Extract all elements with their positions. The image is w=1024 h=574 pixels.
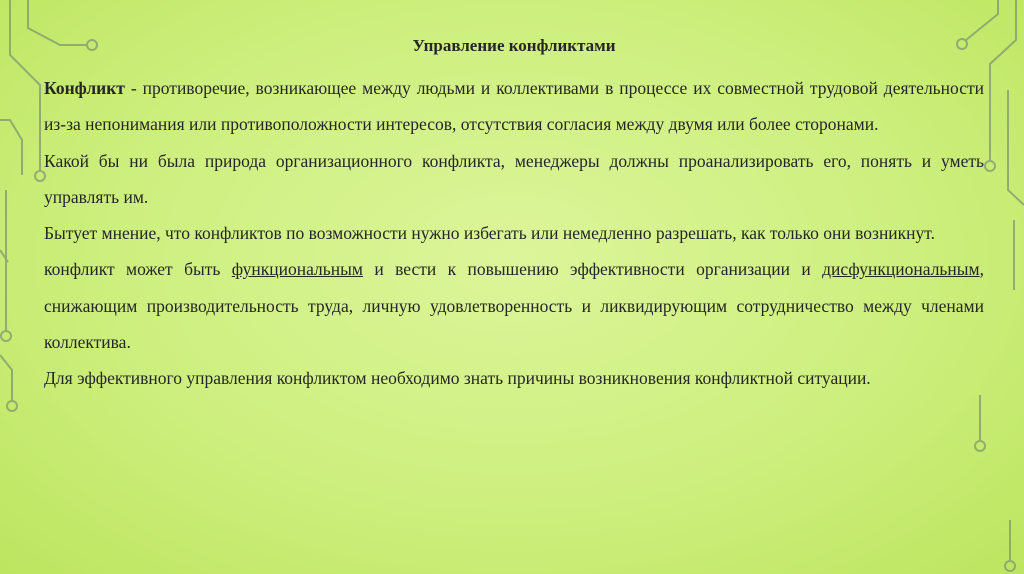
term-conflict: Конфликт — [44, 78, 125, 98]
definition-text: - противоречие, возникающее между людьми и коллективами в процессе их совместной трудовой деятельности из-за непонимания или противоположности интересов, отсутствия согласия между двумя или более сторонами. — [44, 78, 984, 135]
slide-body — [44, 70, 984, 397]
types-text-3: , снижающим производительность труда, личную удовлетворенность и ликвидирующим сотрудничество между членами коллектива. — [44, 259, 984, 353]
term-dysfunctional: дисфункциональным — [822, 259, 980, 280]
types-text-1: конфликт может быть — [44, 259, 232, 280]
paragraph-types — [44, 251, 984, 360]
paragraph-nature: Какой бы ни была природа организационного конфликта, менеджеры должны проанализировать его, понять и уметь управлять им. — [44, 150, 984, 207]
paragraph-management: Для эффективного управления конфликтом необходимо знать причины возникновения конфликтной ситуации. — [44, 368, 871, 389]
term-functional: функциональным — [231, 259, 363, 280]
slide-title: Управление конфликтами — [412, 36, 616, 55]
types-text-2: и вести к повышению эффективности организации и — [362, 259, 823, 280]
paragraph-definition — [44, 70, 984, 143]
paragraph-opinion: Бытует мнение, что конфликтов по возможности нужно избегать или немедленно разрешать, как только они возникнут. — [44, 223, 935, 244]
slide-content — [44, 0, 984, 574]
